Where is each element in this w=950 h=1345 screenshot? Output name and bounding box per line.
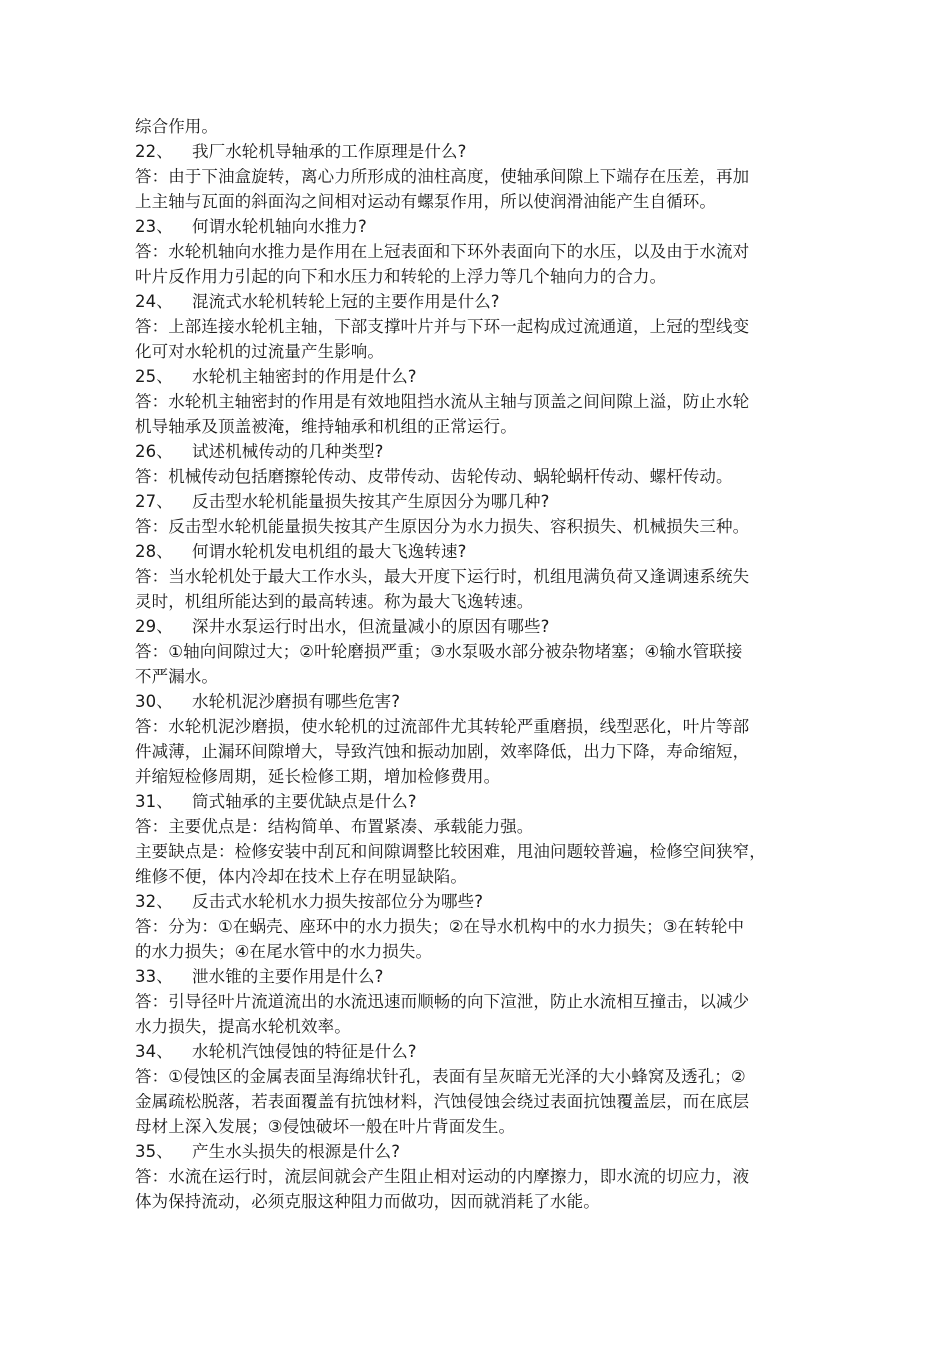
- question-number: 32、: [135, 892, 173, 911]
- answer-text-line: 的水力损失；④在尾水管中的水力损失。: [135, 942, 433, 961]
- question-text: 我厂水轮机导轴承的工作原理是什么?: [192, 142, 467, 161]
- answer-text-line: 答：主要优点是：结构简单、布置紧凑、承载能力强。: [135, 817, 534, 836]
- question-number: 30、: [135, 692, 173, 711]
- answer-text-line: 化可对水轮机的过流量产生影响。: [135, 342, 384, 361]
- answer-text-line: 答：由于下油盒旋转，离心力所形成的油柱高度，使轴承间隙上下端存在压差，再加: [135, 167, 750, 186]
- question-line: [135, 614, 815, 639]
- question-text: 筒式轴承的主要优缺点是什么?: [192, 792, 417, 811]
- question-text: 反击式水轮机水力损失按部位分为哪些?: [192, 892, 484, 911]
- question-line: [135, 889, 815, 914]
- question-line: [135, 139, 815, 164]
- question-text: 产生水头损失的根源是什么?: [192, 1142, 401, 1161]
- answer-text-line: 答：水轮机泥沙磨损，使水轮机的过流部件尤其转轮严重磨损，线型恶化，叶片等部: [135, 717, 750, 736]
- answer-text-line: 答：水流在运行时，流层间就会产生阻止相对运动的内摩擦力，即水流的切应力，液: [135, 1167, 750, 1186]
- question-number: 28、: [135, 542, 173, 561]
- question-line: [135, 539, 815, 564]
- answer-text-line: 件减薄，止漏环间隙增大，导致汽蚀和振动加剧，效率降低，出力下降，寿命缩短，: [135, 742, 750, 761]
- question-line: [135, 1139, 815, 1164]
- question-text: 水轮机主轴密封的作用是什么?: [192, 367, 417, 386]
- question-line: [135, 489, 815, 514]
- question-text: 何谓水轮机轴向水推力?: [192, 217, 367, 236]
- answer-text-line: 母材上深入发展；③侵蚀破坏一般在叶片背面发生。: [135, 1117, 516, 1136]
- answer-text-line: 答：①轴向间隙过大；②叶轮磨损严重；③水泵吸水部分被杂物堵塞；④输水管联接: [135, 642, 743, 661]
- question-text: 深井水泵运行时出水，但流量减小的原因有哪些?: [192, 617, 550, 636]
- question-number: 33、: [135, 967, 173, 986]
- question-text: 反击型水轮机能量损失按其产生原因分为哪几种?: [192, 492, 550, 511]
- answer-text-line: 答：当水轮机处于最大工作水头，最大开度下运行时，机组甩满负荷又逢调速系统失: [135, 567, 750, 586]
- answer-text-line: 机导轴承及顶盖被淹，维持轴承和机组的正常运行。: [135, 417, 517, 436]
- answer-text-line: 不严漏水。: [135, 667, 218, 686]
- answer-text-line: 答：①侵蚀区的金属表面呈海绵状针孔，表面有呈灰暗无光泽的大小蜂窝及透孔；②: [135, 1067, 746, 1086]
- question-line: [135, 289, 815, 314]
- question-line: [135, 214, 815, 239]
- question-number: 24、: [135, 292, 173, 311]
- answer-text-line: 上主轴与瓦面的斜面沟之间相对运动有螺泵作用，所以使润滑油能产生自循环。: [135, 192, 716, 211]
- question-text: 泄水锥的主要作用是什么?: [192, 967, 384, 986]
- answer-text-line: 答：上部连接水轮机主轴，下部支撑叶片并与下环一起构成过流通道，上冠的型线变: [135, 317, 750, 336]
- question-text: 水轮机汽蚀侵蚀的特征是什么?: [192, 1042, 417, 1061]
- answer-text-line: 金属疏松脱落，若表面覆盖有抗蚀材料，汽蚀侵蚀会绕过表面抗蚀覆盖层，而在底层: [135, 1092, 750, 1111]
- question-text: 混流式水轮机转轮上冠的主要作用是什么?: [192, 292, 500, 311]
- answer-text-line: 答：机械传动包括磨擦轮传动、皮带传动、齿轮传动、蜗轮蜗杆传动、螺杆传动。: [135, 467, 733, 486]
- document-page: [135, 114, 815, 1214]
- question-number: 23、: [135, 217, 173, 236]
- question-text: 何谓水轮机发电机组的最大飞逸转速?: [192, 542, 467, 561]
- question-line: [135, 439, 815, 464]
- question-number: 29、: [135, 617, 173, 636]
- answer-text-line: 主要缺点是：检修安装中刮瓦和间隙调整比较困难，甩油问题较普遍，检修空间狭窄，: [135, 842, 766, 861]
- question-text: 水轮机泥沙磨损有哪些危害?: [192, 692, 401, 711]
- question-number: 26、: [135, 442, 173, 461]
- answer-text-line: 维修不便，体内冷却在技术上存在明显缺陷。: [135, 867, 467, 886]
- question-text: 试述机械传动的几种类型?: [192, 442, 384, 461]
- answer-text-line: 灵时，机组所能达到的最高转速。称为最大飞逸转速。: [135, 592, 534, 611]
- answer-text-line: 答：分为：①在蜗壳、座环中的水力损失；②在导水机构中的水力损失；③在转轮中: [135, 917, 745, 936]
- question-number: 25、: [135, 367, 173, 386]
- question-line: [135, 789, 815, 814]
- question-number: 34、: [135, 1042, 173, 1061]
- answer-text-line: 叶片反作用力引起的向下和水压力和转轮的上浮力等几个轴向力的合力。: [135, 267, 667, 286]
- question-line: [135, 364, 815, 389]
- answer-text-line: 体为保持流动，必须克服这种阻力而做功，因而就消耗了水能。: [135, 1192, 600, 1211]
- answer-text-line: 答：水轮机主轴密封的作用是有效地阻挡水流从主轴与顶盖之间间隙上溢，防止水轮: [135, 392, 750, 411]
- question-number: 31、: [135, 792, 173, 811]
- question-line: [135, 964, 815, 989]
- answer-text-line: 答：反击型水轮机能量损失按其产生原因分为水力损失、容积损失、机械损失三种。: [135, 517, 750, 536]
- answer-text-line: 水力损失，提高水轮机效率。: [135, 1017, 351, 1036]
- question-line: [135, 689, 815, 714]
- answer-text-line: 答：引导径叶片流道流出的水流迅速而顺畅的向下渲泄，防止水流相互撞击，以减少: [135, 992, 750, 1011]
- answer-text-line: 并缩短检修周期，延长检修工期，增加检修费用。: [135, 767, 501, 786]
- answer-text-line: 综合作用。: [135, 117, 218, 136]
- question-number: 27、: [135, 492, 173, 511]
- answer-text-line: 答：水轮机轴向水推力是作用在上冠表面和下环外表面向下的水压，以及由于水流对: [135, 242, 750, 261]
- question-number: 35、: [135, 1142, 173, 1161]
- question-number: 22、: [135, 142, 173, 161]
- question-line: [135, 1039, 815, 1064]
